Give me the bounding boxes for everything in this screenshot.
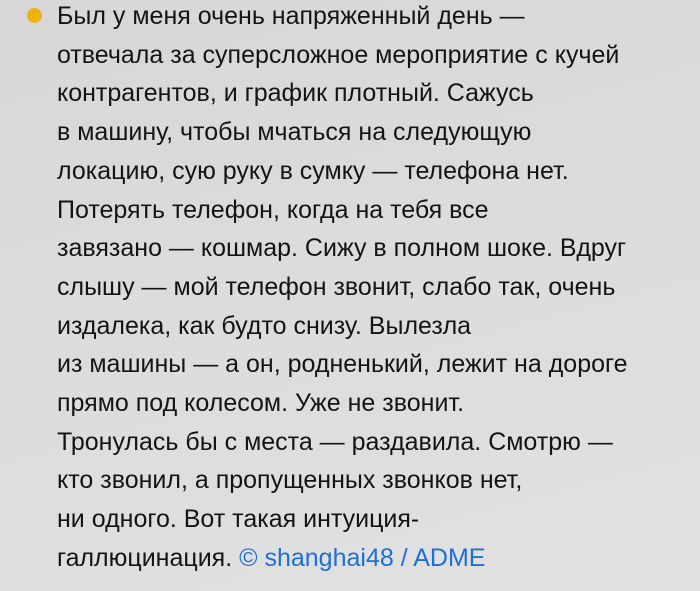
story-line-text: галлюцинация.	[57, 543, 240, 572]
story-line: кто звонил, а пропущенных звонков нет,	[57, 466, 523, 495]
story-line: отвечала за суперсложное мероприятие с кучей	[57, 40, 620, 69]
story-line: Потерять телефон, когда на тебя все	[57, 195, 489, 224]
story-line: контрагентов, и график плотный. Сажусь	[57, 79, 534, 108]
story-line: завязано — кошмар. Сижу в полном шоке. Вдруг	[57, 234, 627, 263]
story-line: Был у меня очень напряженный день —	[57, 2, 525, 30]
story-line: Тронулась бы с места — раздавила. Смотрю —	[57, 427, 613, 456]
story-line: в машину, чтобы мчаться на следующую	[57, 118, 532, 147]
story-line: слышу — мой телефон звонит, слабо так, очень	[57, 272, 616, 301]
story-text	[57, 0, 692, 578]
bullet-icon	[27, 8, 42, 23]
story-last-line	[57, 539, 692, 578]
story-line: ни одного. Вот такая интуиция-	[57, 505, 420, 534]
story-line: из машины — а он, родненький, лежит на дороге	[57, 350, 628, 379]
story-line: издалека, как будто снизу. Вылезла	[57, 311, 472, 340]
credit-link[interactable]: © shanghai48 / ADME	[239, 543, 486, 572]
story-line: локацию, сую руку в сумку — телефона нет.	[57, 156, 569, 185]
story-line: прямо под колесом. Уже не звонит.	[57, 389, 465, 418]
